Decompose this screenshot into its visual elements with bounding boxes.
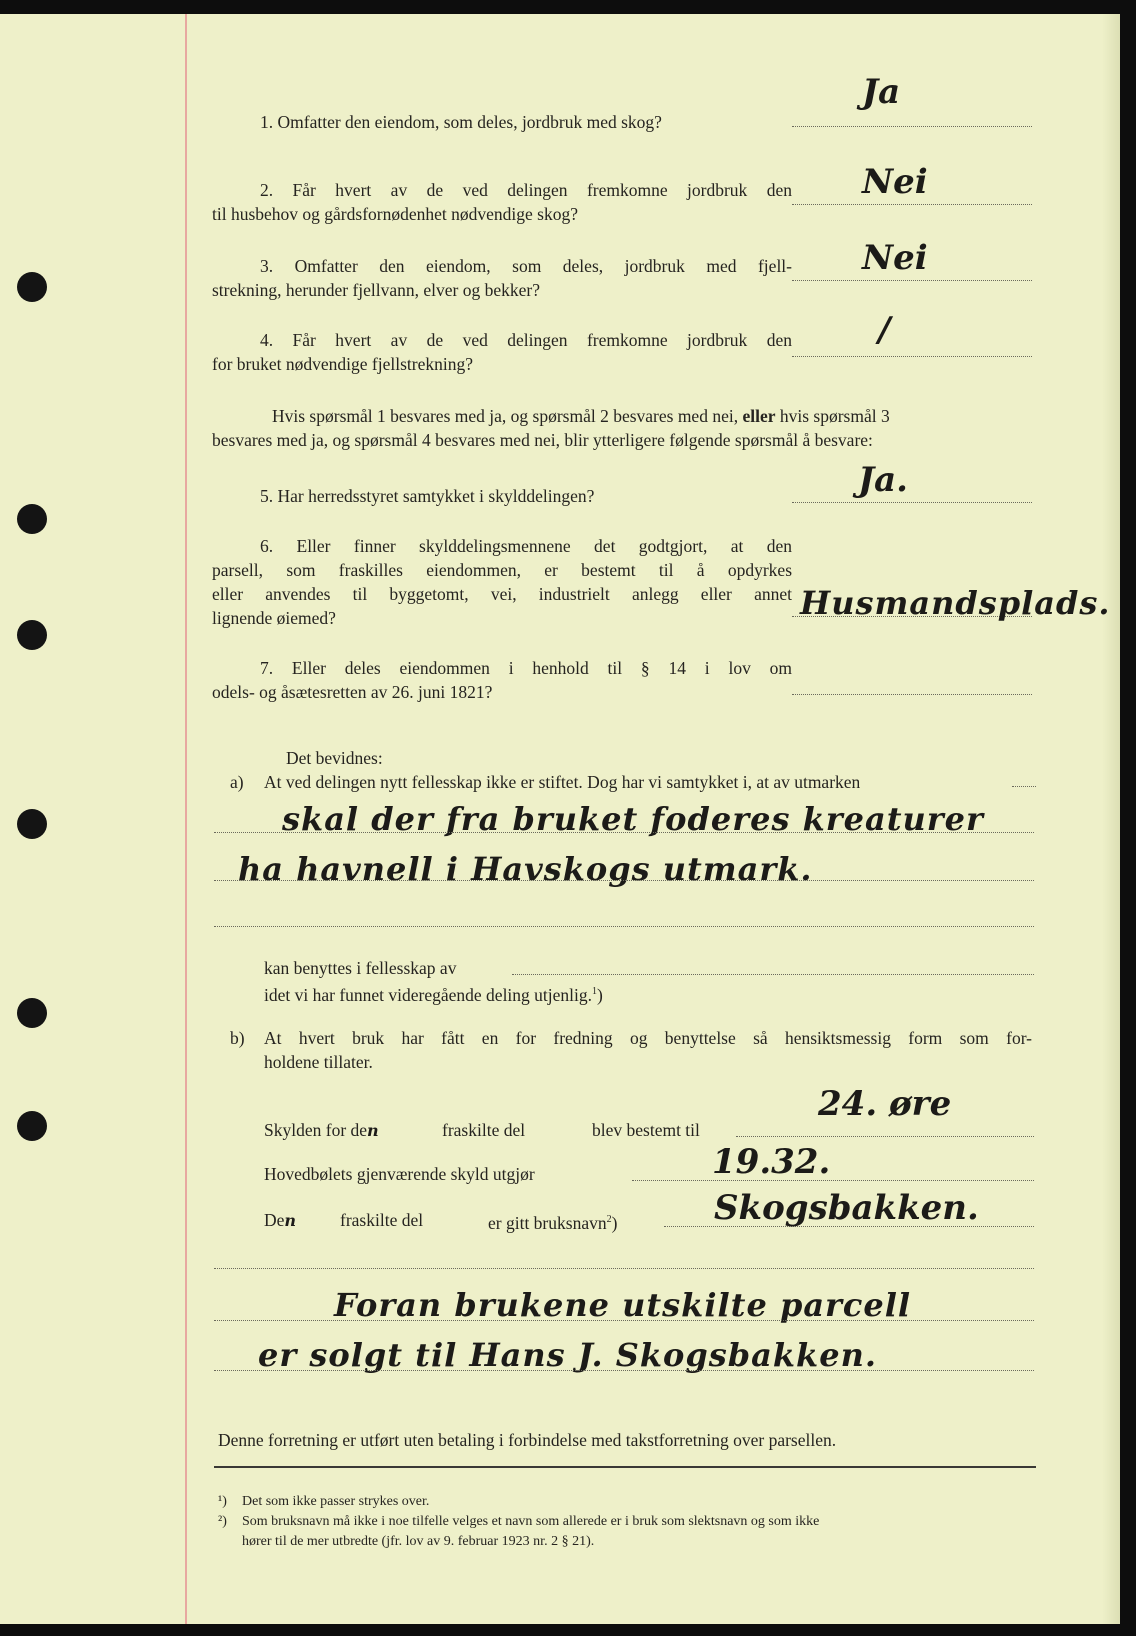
form-page xyxy=(0,14,1120,1624)
answer-5-handwritten: Ja. xyxy=(858,460,908,500)
footnote-1: Det som ikke passer strykes over. xyxy=(242,1494,430,1509)
question-2-line-2: til husbehov og gårdsfornødenhet nødvendige skog? xyxy=(212,204,578,224)
binder-hole xyxy=(17,809,47,839)
answer-line-3 xyxy=(792,280,1032,281)
benyttes-text: kan benyttes i fellesskap av xyxy=(264,958,457,978)
fill-line xyxy=(632,1180,1034,1181)
footnote-divider xyxy=(214,1466,1036,1468)
footnote-2-mark: ²) xyxy=(218,1514,227,1529)
red-margin-line xyxy=(185,14,187,1624)
skyld-line-3-lead xyxy=(264,1208,296,1233)
handwritten-line-2: ha havnell i Havskogs utmark. xyxy=(238,850,813,888)
fill-line xyxy=(214,926,1034,927)
fill-line xyxy=(1012,786,1036,787)
binder-hole xyxy=(17,620,47,650)
handwritten-line-3: Foran brukene utskilte parcell xyxy=(334,1286,912,1324)
answer-2-handwritten: Nei xyxy=(862,162,928,202)
fill-line xyxy=(214,832,1034,833)
answer-line-5 xyxy=(792,502,1032,503)
answer-line-7 xyxy=(792,694,1032,695)
instruction-line-1 xyxy=(272,404,890,428)
footnote-ref-1: 1 xyxy=(592,986,598,997)
footnote-2-line-1: Som bruksnavn må ikke i noe tilfelle velges et navn som allerede er i bruk som slektsnavn og som ikke xyxy=(242,1514,820,1529)
question-3-line-2: strekning, herunder fjellvann, elver og bekker? xyxy=(212,280,540,300)
fill-line xyxy=(214,880,1034,881)
question-3-line-1: 3. Omfatter den eiendom, som deles, jordbruk med fjell- xyxy=(260,256,792,276)
bruksnavn-label: De xyxy=(264,1210,285,1230)
footnote-1-mark: ¹) xyxy=(218,1494,227,1509)
fill-line xyxy=(736,1136,1034,1137)
instruction-line-2: besvares med ja, og spørsmål 4 besvares med nei, blir ytterligere følgende spørsmål å besvare: xyxy=(212,430,873,450)
footnote-2-line-2: hører til de mer utbredte (jfr. lov av 9. februar 1923 nr. 2 § 21). xyxy=(242,1534,595,1549)
bruksnavn-paren: ) xyxy=(611,1212,618,1233)
question-6-line-3: eller anvendes til byggetomt, vei, industrielt anlegg eller annet xyxy=(212,584,792,604)
question-6-line-2: parsell, som fraskilles eiendommen, er bestemt til å opdyrkes xyxy=(212,560,792,580)
question-2-line-1: 2. Får hvert av de ved delingen fremkomne jordbruk den xyxy=(260,180,792,200)
bruksnavn-value-handwritten: Skogsbakken. xyxy=(714,1188,979,1228)
section-b-label: b) xyxy=(230,1028,245,1048)
handwritten-mark: n xyxy=(284,1211,297,1230)
section-b-line-2: holdene tillater. xyxy=(264,1052,373,1072)
handwritten-line-1: skal der fra bruket foderes kreaturer xyxy=(282,800,984,838)
handwritten-mark: n xyxy=(367,1121,379,1140)
fill-line xyxy=(512,974,1034,975)
skyld-label: Skylden for de xyxy=(264,1120,368,1140)
binder-hole xyxy=(17,998,47,1028)
section-a-text: At ved delingen nytt fellesskap ikke er stiftet. Dog har vi samtykket i, at av utmarken xyxy=(264,772,861,792)
question-5: 5. Har herredsstyret samtykket i skylddelingen? xyxy=(260,486,595,506)
skyld-line-2: Hovedbølets gjenværende skyld utgjør xyxy=(264,1164,535,1184)
binder-hole xyxy=(17,272,47,302)
instruction-emphasis: eller xyxy=(742,406,776,426)
answer-3-handwritten: Nei xyxy=(862,238,928,278)
hovedbol-value-handwritten: 19.32. xyxy=(712,1142,831,1182)
question-7-line-1: 7. Eller deles eiendommen i henhold til § 14 i lov om xyxy=(260,658,792,678)
question-4-line-2: for bruket nødvendige fjellstrekning? xyxy=(212,354,473,374)
question-6-line-4: lignende øiemed? xyxy=(212,608,336,628)
page-edge-shadow xyxy=(1102,14,1120,1624)
binder-hole xyxy=(17,504,47,534)
idet-text-body: idet vi har funnet videregående deling utjenlig. xyxy=(264,984,593,1005)
skyld-line-3-tail xyxy=(488,1208,617,1235)
skyld-line-3-mid: fraskilte del xyxy=(340,1210,424,1230)
instruction-text: hvis spørsmål 3 xyxy=(779,406,890,426)
fill-line xyxy=(214,1268,1034,1269)
binder-hole xyxy=(17,1111,47,1141)
answer-line-4 xyxy=(792,356,1032,357)
closing-statement: Denne forretning er utført uten betaling i forbindelse med takstforretning over parsellen. xyxy=(218,1430,837,1450)
section-b-line-1: At hvert bruk har fått en for fredning og benyttelse så hensiktsmessig form som for- xyxy=(264,1028,1032,1048)
question-4-line-1: 4. Får hvert av de ved delingen fremkomne jordbruk den xyxy=(260,330,792,350)
section-a-label: a) xyxy=(230,772,244,792)
fill-line xyxy=(214,1320,1034,1321)
idet-text: idet vi har funnet videregående deling utjenlig.$^1$) xyxy=(264,984,603,1005)
question-7-line-2: odels- og åsætesretten av 26. juni 1821? xyxy=(212,682,493,702)
answer-6-handwritten: Husmandsplads. xyxy=(800,584,1111,622)
instruction-text: Hvis spørsmål 1 besvares med ja, og spørsmål 2 besvares med nei, xyxy=(272,406,739,426)
bruksnavn-text: er gitt bruksnavn xyxy=(488,1212,607,1233)
bevidnes-heading: Det bevidnes: xyxy=(286,748,383,768)
skyld-line-1-mid: fraskilte del xyxy=(442,1120,526,1140)
handwritten-line-4: er solgt til Hans J. Skogsbakken. xyxy=(258,1336,877,1374)
answer-1-handwritten: Ja xyxy=(862,72,901,112)
answer-4-handwritten: / xyxy=(878,310,891,350)
skyld-line-1-tail: blev bestemt til xyxy=(592,1120,700,1140)
question-6-line-1: 6. Eller finner skylddelingsmennene det godtgjort, at den xyxy=(260,536,792,556)
footnote-ref-2: 2 xyxy=(606,1214,612,1225)
skyld-line-1-lead xyxy=(264,1118,379,1143)
question-1: 1. Omfatter den eiendom, som deles, jordbruk med skog? xyxy=(260,112,662,132)
answer-line-2 xyxy=(792,204,1032,205)
skyld-value-handwritten: 24. øre xyxy=(818,1084,952,1124)
fill-line xyxy=(214,1370,1034,1371)
answer-line-1 xyxy=(792,126,1032,127)
